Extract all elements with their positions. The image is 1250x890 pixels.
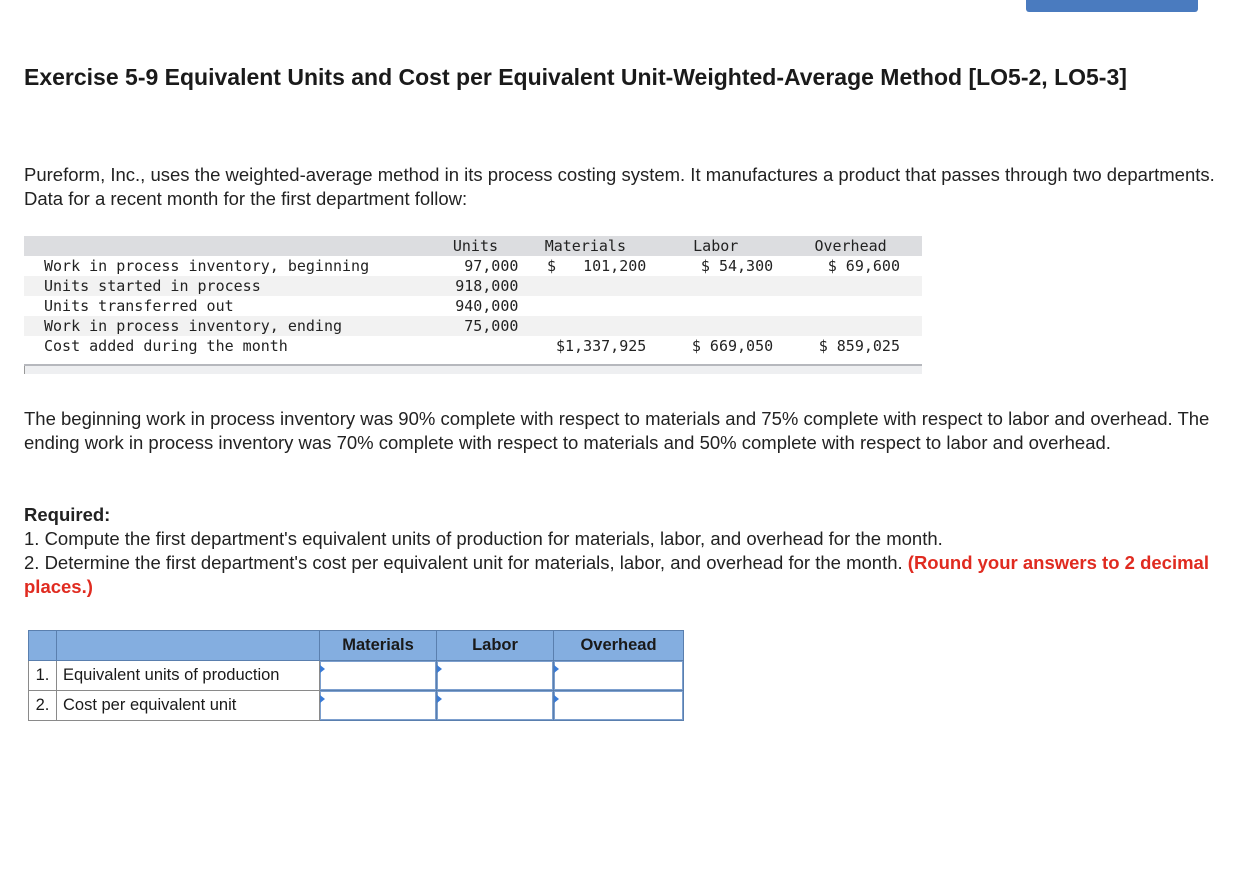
row-label: Cost per equivalent unit (57, 691, 320, 721)
row-overhead: $ 859,025 (818, 337, 900, 355)
row-label: Cost added during the month (44, 337, 288, 355)
row-overhead (779, 276, 922, 296)
row-number: 1. (29, 661, 57, 691)
row-labor (652, 296, 779, 316)
label-header (24, 236, 433, 256)
equivalent-units-overhead-input[interactable] (554, 661, 683, 690)
required-item-1: 1. Compute the first department's equivalent units of production for materials, labor, and overhead for the month. (24, 528, 943, 549)
top-action-button[interactable] (1026, 0, 1198, 12)
materials-cell (320, 691, 437, 721)
row-units: 97,000 (464, 257, 519, 275)
row-label: Equivalent units of production (57, 661, 320, 691)
materials-header: Materials (524, 236, 652, 256)
intro-paragraph: Pureform, Inc., uses the weighted-average method in its process costing system. It manufactures a product that passes through two departments. Data for a recent month for the first department follow: (24, 164, 1215, 209)
completion-paragraph: The beginning work in process inventory was 90% complete with respect to materials and 75% complete with respect to labor and overhead. The ending work in process inventory was 70% complete with respect to materials and 50% complete with respect to labor and overhead. (24, 408, 1210, 453)
row-labor (652, 316, 779, 336)
cell-marker-icon (320, 665, 325, 673)
cost-per-unit-materials-input[interactable] (320, 691, 436, 720)
row-units: 918,000 (433, 276, 525, 296)
row-label: Work in process inventory, beginning (44, 257, 370, 275)
required-section (24, 503, 1224, 599)
table-row (24, 276, 922, 296)
row-labor: $ 669,050 (691, 337, 774, 355)
row-labor: $ 54,300 (700, 257, 774, 275)
answer-table (28, 630, 684, 721)
row-materials (524, 276, 652, 296)
labor-cell (437, 691, 554, 721)
cell-marker-icon (437, 695, 442, 703)
table-row (29, 661, 684, 691)
cost-per-unit-overhead-input[interactable] (554, 691, 683, 720)
description-header (57, 631, 320, 661)
row-materials: $1,337,925 (556, 337, 647, 355)
row-materials: $ 101,200 (546, 257, 647, 275)
required-item-2: 2. Determine the first department's cost per equivalent unit for materials, labor, and overhead for the month. (24, 552, 903, 573)
row-label: Work in process inventory, ending (24, 316, 433, 336)
overhead-header: Overhead (554, 631, 684, 661)
labor-header: Labor (437, 631, 554, 661)
overhead-cell (554, 661, 684, 691)
row-labor (652, 276, 779, 296)
overhead-header: Overhead (779, 236, 922, 256)
row-materials (524, 296, 652, 316)
units-header: Units (433, 236, 525, 256)
number-header (29, 631, 57, 661)
materials-header: Materials (320, 631, 437, 661)
cost-per-unit-labor-input[interactable] (437, 691, 553, 720)
row-number: 2. (29, 691, 57, 721)
equivalent-units-labor-input[interactable] (437, 661, 553, 690)
cell-marker-icon (320, 695, 325, 703)
table-divider (24, 364, 922, 374)
exercise-title: Exercise 5-9 Equivalent Units and Cost per Equivalent Unit-Weighted-Average Method [LO5-2, LO5-3] (24, 64, 1127, 90)
required-heading: Required: (24, 504, 111, 525)
answer-header-row (29, 631, 684, 661)
row-overhead (779, 316, 922, 336)
table-row (29, 691, 684, 721)
table-row (24, 336, 922, 356)
row-overhead: $ 69,600 (827, 257, 900, 275)
materials-cell (320, 661, 437, 691)
data-table-header (24, 236, 922, 256)
overhead-cell (554, 691, 684, 721)
row-label: Units transferred out (44, 297, 234, 315)
department-data-table (24, 236, 922, 356)
row-label: Units started in process (24, 276, 433, 296)
row-units: 75,000 (433, 316, 525, 336)
equivalent-units-materials-input[interactable] (320, 661, 436, 690)
cell-marker-icon (554, 665, 559, 673)
labor-header: Labor (652, 236, 779, 256)
row-overhead (779, 296, 922, 316)
labor-cell (437, 661, 554, 691)
row-units: 940,000 (455, 297, 519, 315)
table-row (24, 316, 922, 336)
table-row (24, 296, 922, 316)
row-units (433, 336, 525, 356)
cell-marker-icon (437, 665, 442, 673)
table-row (24, 256, 922, 276)
row-materials (524, 316, 652, 336)
rounding-instruction: (Round your answers to 2 decimal places.) (24, 552, 1209, 597)
cell-marker-icon (554, 695, 559, 703)
